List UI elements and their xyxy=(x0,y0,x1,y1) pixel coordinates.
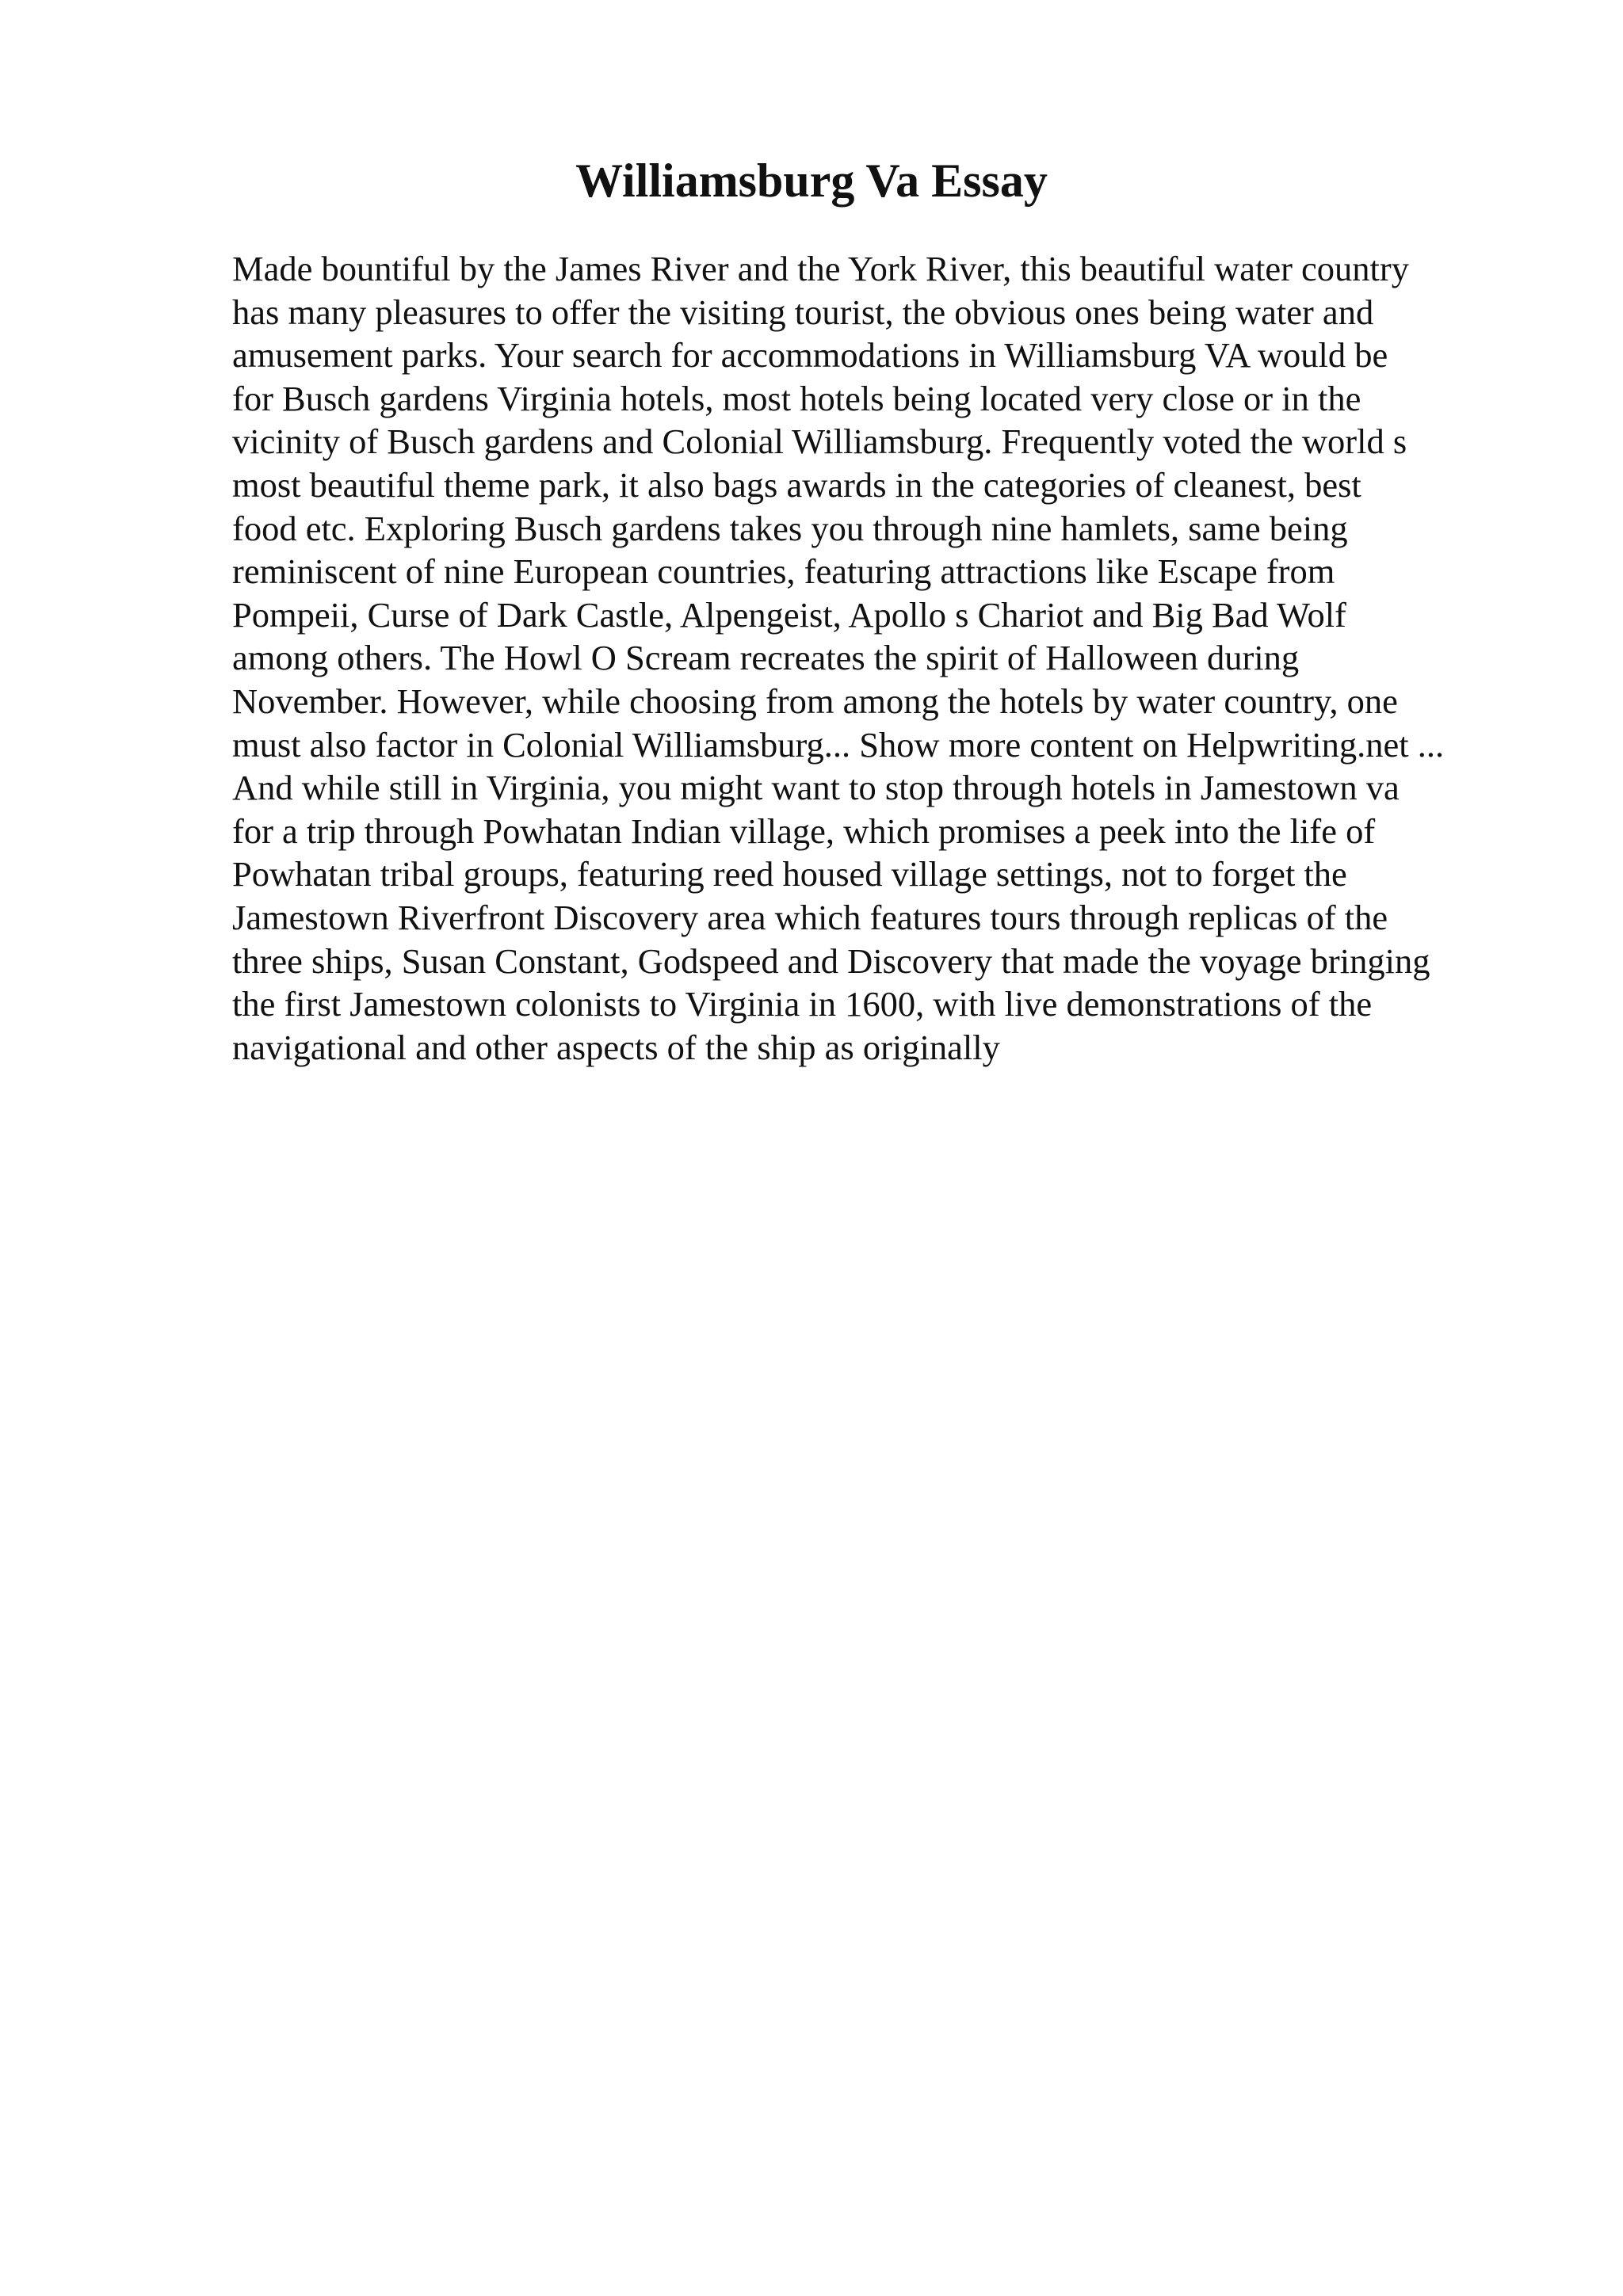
text-line: among others. The Howl O Scream recreates the spirit of Halloween during xyxy=(232,638,1300,678)
text-line: for Busch gardens Virginia hotels, most hotels being located very close or in the xyxy=(232,378,1361,418)
text-line: for a trip through Powhatan Indian village, which promises a peek into the life of xyxy=(232,810,1376,851)
essay-body xyxy=(232,247,1516,1069)
text-line: must also factor in Colonial Williamsburg... Show more content on Helpwriting.net ... xyxy=(232,724,1445,765)
text-line: November. However, while choosing from among the hotels by water country, one xyxy=(232,681,1398,721)
text-line: navigational and other aspects of the ship as originally xyxy=(232,1027,1000,1067)
text-line: the first Jamestown colonists to Virginia in 1600, with live demonstrations of the xyxy=(232,984,1373,1024)
text-line: most beautiful theme park, it also bags awards in the categories of cleanest, best xyxy=(232,464,1361,505)
text-line: three ships, Susan Constant, Godspeed and Discovery that made the voyage bringing xyxy=(232,940,1430,981)
text-line: vicinity of Busch gardens and Colonial Williamsburg. Frequently voted the world s xyxy=(232,421,1407,462)
text-line: Made bountiful by the James River and the York River, this beautiful water country xyxy=(232,249,1409,288)
text-line: Jamestown Riverfront Discovery area which features tours through replicas of the xyxy=(232,897,1388,937)
document-title: Williamsburg Va Essay xyxy=(575,154,1048,207)
text-line: has many pleasures to offer the visiting tourist, the obvious ones being water and xyxy=(232,292,1374,332)
text-line: Pompeii, Curse of Dark Castle, Alpengeist, Apollo s Chariot and Big Bad Wolf xyxy=(232,594,1346,635)
text-line: food etc. Exploring Busch gardens takes you through nine hamlets, same being xyxy=(232,508,1348,548)
text-line: Powhatan tribal groups, featuring reed housed village settings, not to forget the xyxy=(232,854,1347,894)
text-line: reminiscent of nine European countries, featuring attractions like Escape from xyxy=(232,551,1335,592)
text-line: And while still in Virginia, you might want to stop through hotels in Jamestown va xyxy=(232,768,1400,808)
text-line: amusement parks. Your search for accommodations in Williamsburg VA would be xyxy=(232,335,1388,376)
